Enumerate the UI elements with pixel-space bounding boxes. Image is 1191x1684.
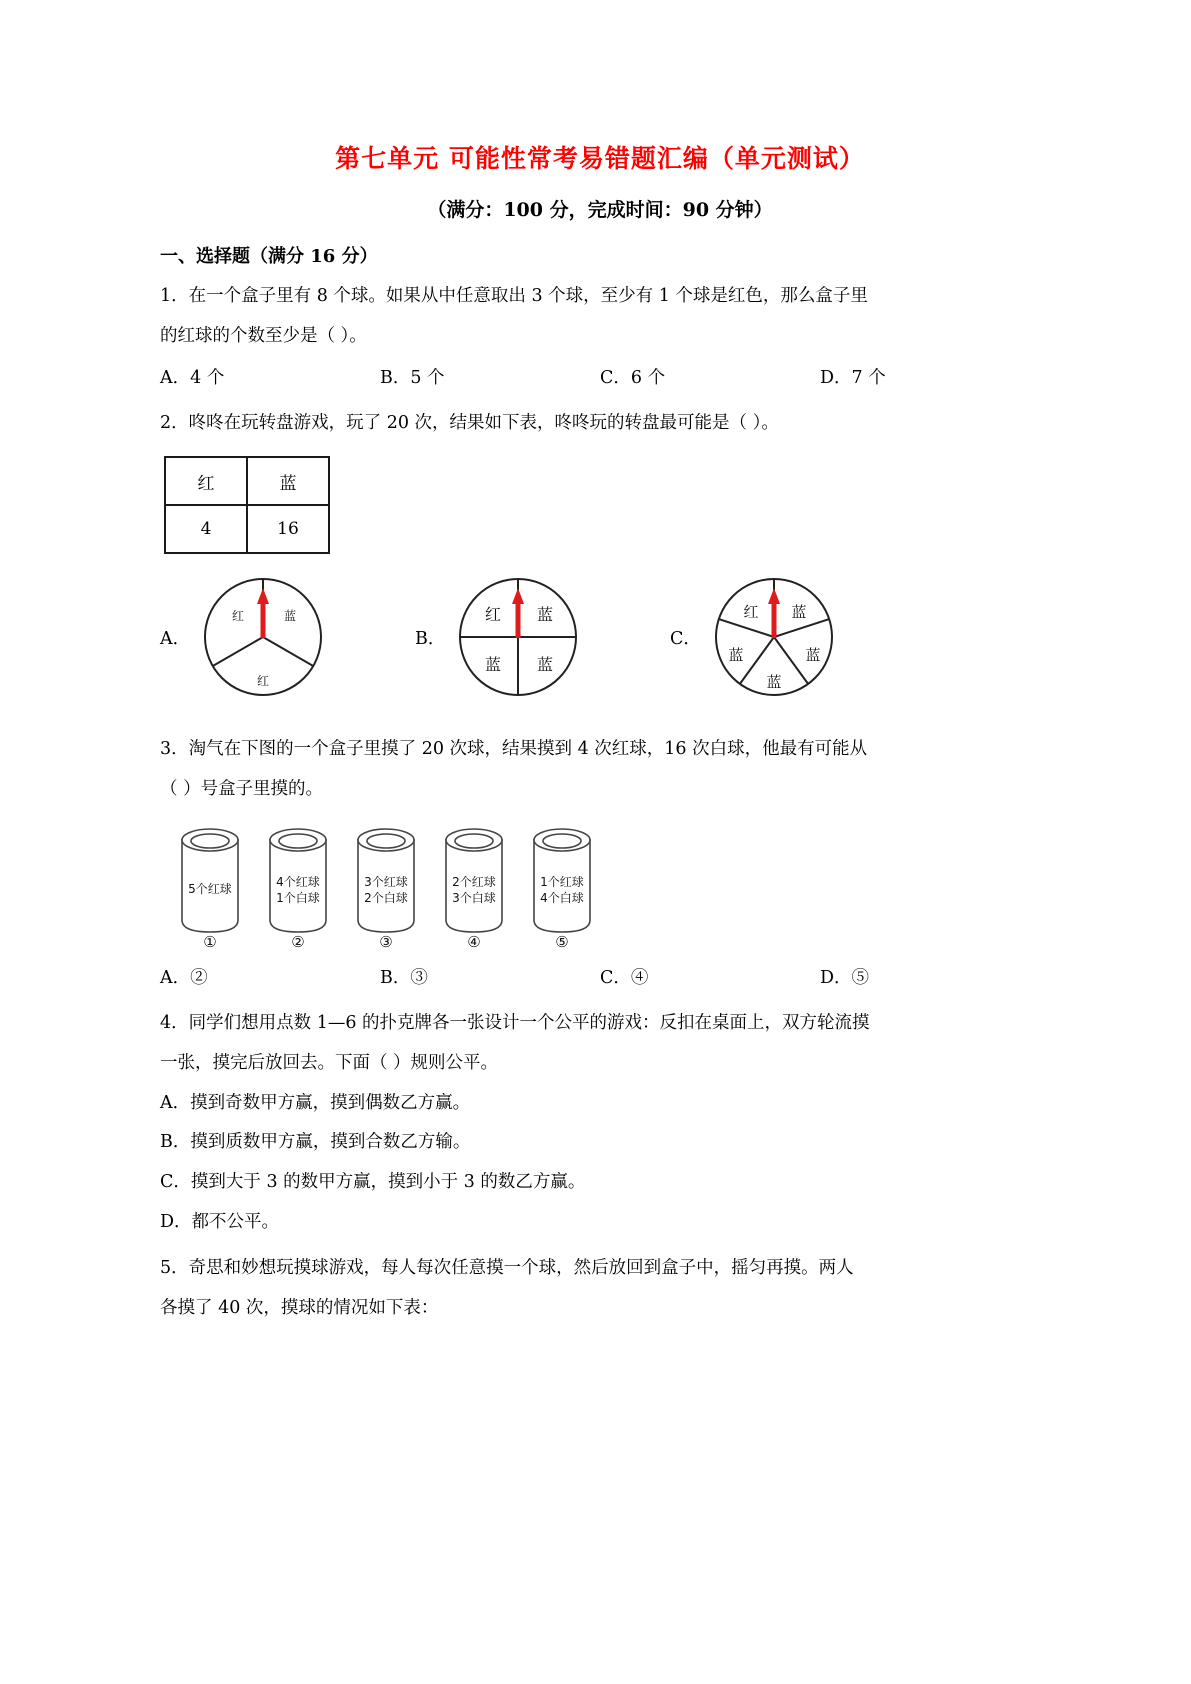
box-4-id: ④: [467, 932, 481, 950]
spinner-c-icon: [709, 572, 839, 702]
question-2-option-c[interactable]: [670, 572, 839, 702]
box-3-id: ③: [379, 932, 393, 950]
question-1-line-1: 1．在一个盒子里有 8 个球。如果从中任意取出 3 个球，至少有 1 个球是红色，那么盒子里: [160, 286, 868, 307]
question-3-option-d[interactable]: D．⑤: [820, 967, 870, 988]
spinner-a-seg-3: 红: [257, 674, 270, 688]
page-title: 第七单元 可能性常考易错题汇编（单元测试）: [335, 144, 865, 173]
question-2-spinner-options: [160, 572, 1040, 722]
spinner-c-seg-2: 蓝: [791, 603, 807, 621]
box-item-4: [446, 829, 502, 950]
box-3-line-2: 2个白球: [364, 890, 408, 905]
question-3-option-b[interactable]: B．③: [380, 967, 428, 988]
table-cell-header-blue: 蓝: [247, 457, 329, 505]
question-4-option-a[interactable]: A．摸到奇数甲方赢，摸到偶数乙方赢。: [160, 1092, 471, 1113]
page-subtitle: （满分：100 分，完成时间：90 分钟）: [427, 198, 773, 221]
question-1-options: [160, 361, 1040, 396]
box-2-id: ②: [291, 932, 305, 950]
box-5-id: ⑤: [555, 932, 569, 950]
spinner-c-seg-1: 红: [743, 603, 759, 621]
spinner-b-seg-1: 红: [485, 605, 502, 624]
question-3-option-a[interactable]: A．②: [160, 967, 208, 988]
box-item-2: [270, 829, 326, 950]
question-4-option-c[interactable]: C．摸到大于 3 的数甲方赢，摸到小于 3 的数乙方赢。: [160, 1172, 586, 1193]
question-5-line-2: 各摸了 40 次，摸球的情况如下表：: [160, 1297, 439, 1318]
question-4-option-b[interactable]: B．摸到质数甲方赢，摸到合数乙方输。: [160, 1132, 471, 1153]
table-cell-value-red: 4: [165, 505, 247, 553]
box-item-5: [534, 829, 590, 950]
box-2-line-2: 1个白球: [276, 890, 320, 905]
spinner-c-seg-4: 蓝: [805, 646, 821, 664]
spinner-a-seg-2: 蓝: [284, 609, 297, 623]
box-1-line-1: 5个红球: [188, 881, 232, 896]
box-5-line-1: 1个红球: [540, 874, 584, 889]
question-2-option-a-label: A．: [160, 628, 191, 649]
box-2-line-1: 4个红球: [276, 874, 320, 889]
question-3-line-2: （ ）号盒子里摸的。: [160, 778, 324, 799]
table-cell-header-red: 红: [165, 457, 247, 505]
question-4-line-2: 一张，摸完后放回去。下面（ ）规则公平。: [160, 1052, 499, 1073]
table-row-values: [165, 505, 329, 553]
table-cell-value-blue: 16: [247, 505, 329, 553]
page-content: [160, 0, 1040, 1327]
spinner-b-icon: [453, 572, 583, 702]
question-2-option-b[interactable]: [415, 572, 583, 702]
question-4-line-1: 4．同学们想用点数 1—6 的扑克牌各一张设计一个公平的游戏：反扣在桌面上，双方轮流摸: [160, 1012, 870, 1033]
question-2-result-table: [164, 456, 330, 554]
box-1-id: ①: [203, 932, 217, 950]
question-3-line-1: 3．淘气在下图的一个盒子里摸了 20 次球，结果摸到 4 次红球，16 次白球，他最有可能从: [160, 739, 868, 759]
spinner-b-seg-4: 蓝: [537, 655, 554, 674]
box-4-line-2: 3个白球: [452, 890, 496, 905]
question-4-option-d[interactable]: D．都不公平。: [160, 1212, 280, 1233]
question-1-option-d[interactable]: D．7 个: [820, 368, 886, 389]
question-1-option-a[interactable]: A．4 个: [160, 368, 225, 389]
question-2-option-c-label: C．: [670, 628, 701, 649]
question-2-option-a[interactable]: [160, 572, 328, 702]
spinner-c-seg-5: 蓝: [766, 673, 782, 691]
box-item-1: [182, 829, 238, 950]
spinner-b-seg-3: 蓝: [485, 655, 502, 674]
box-5-line-2: 4个白球: [540, 890, 584, 905]
question-2-line-1: 2．咚咚在玩转盘游戏，玩了 20 次，结果如下表，咚咚玩的转盘最可能是（ ）。: [160, 413, 779, 434]
question-1-option-b[interactable]: B．5 个: [380, 368, 445, 389]
box-3-line-1: 3个红球: [364, 874, 408, 889]
question-2-option-b-label: B．: [415, 628, 446, 649]
box-4-line-1: 2个红球: [452, 874, 496, 889]
question-1-line-2: 的红球的个数至少是（ ）。: [160, 326, 367, 347]
spinner-a-seg-1: 红: [232, 609, 245, 623]
table-row-headers: [165, 457, 329, 505]
spinner-c-seg-3: 蓝: [728, 646, 744, 664]
question-3-option-c[interactable]: C．④: [600, 967, 649, 988]
question-5-line-1: 5．奇思和妙想玩摸球游戏，每人每次任意摸一个球，然后放回到盒子中，摇匀再摸。两人: [160, 1258, 854, 1278]
ball-boxes-svg: [170, 820, 620, 950]
spinner-b-seg-2: 蓝: [537, 605, 554, 624]
section-heading-choice: 一、选择题（满分 16 分）: [160, 246, 378, 268]
box-item-3: [358, 829, 414, 950]
question-3-box-diagram: [170, 820, 1040, 955]
question-1-option-c[interactable]: C．6 个: [600, 368, 666, 389]
spinner-a-icon: [198, 572, 328, 702]
question-3-options: [160, 961, 1040, 996]
